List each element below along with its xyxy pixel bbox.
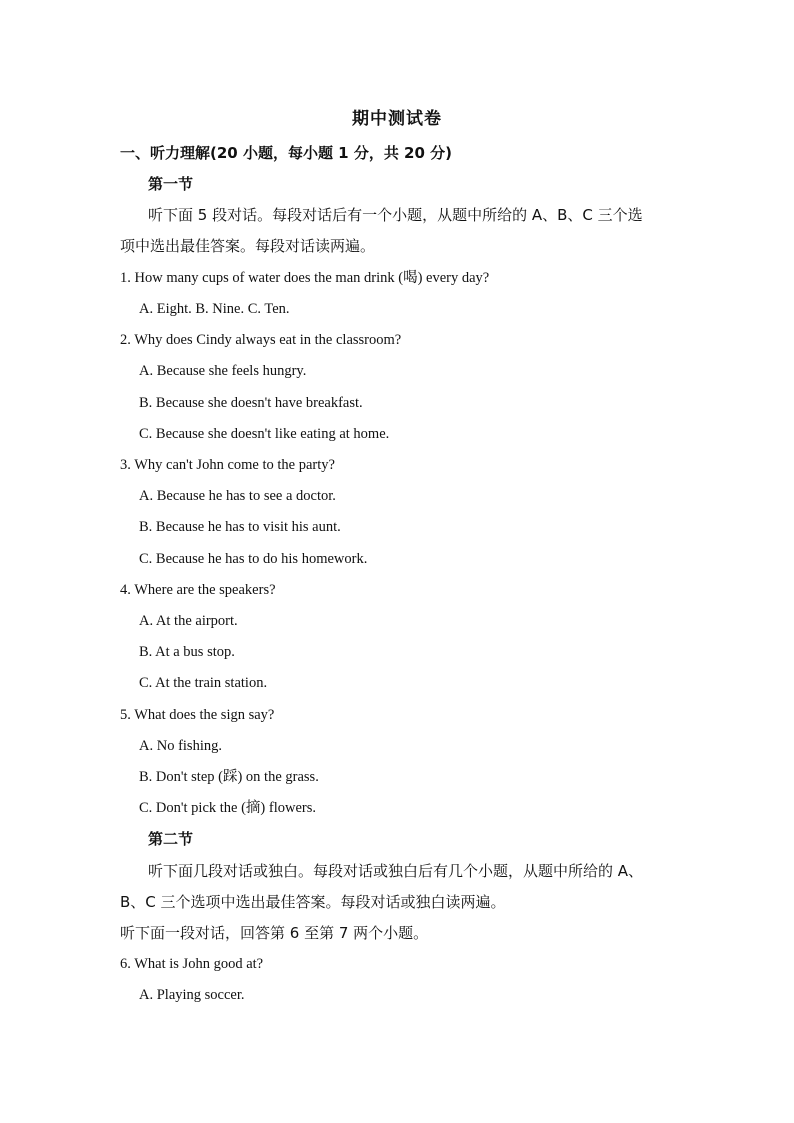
part2-instruction-line2: B、C 三个选项中选出最佳答案。每段对话或独白读两遍。 [120, 893, 506, 911]
part1-instruction-line2: 项中选出最佳答案。每段对话读两遍。 [120, 237, 376, 255]
question-1: 1. How many cups of water does the man drink (喝) every day? [120, 270, 490, 286]
part1-label: 第一节 [148, 175, 194, 193]
question-3-option-c: C. Because he has to do his homework. [139, 551, 368, 567]
part2-instruction-line1: 听下面几段对话或独白。每段对话或独白后有几个小题，从题中所给的 A、 [148, 862, 644, 880]
page-title: 期中测试卷 [352, 109, 442, 129]
question-2-option-b: B. Because she doesn't have breakfast. [139, 395, 363, 411]
question-2: 2. Why does Cindy always eat in the classroom? [120, 332, 402, 348]
question-4-option-a: A. At the airport. [139, 613, 238, 629]
question-5-option-a: A. No fishing. [139, 738, 222, 754]
question-5: 5. What does the sign say? [120, 707, 275, 723]
part2-label: 第二节 [148, 830, 194, 848]
part1-instruction-line1: 听下面 5 段对话。每段对话后有一个小题，从题中所给的 A、B、C 三个选 [148, 206, 643, 224]
question-4-option-b: B. At a bus stop. [139, 644, 235, 660]
question-2-option-c: C. Because she doesn't like eating at home. [139, 426, 390, 442]
part2-sub-instruction: 听下面一段对话，回答第 6 至第 7 两个小题。 [120, 924, 429, 942]
question-3-option-a: A. Because he has to see a doctor. [139, 488, 336, 504]
question-2-option-a: A. Because she feels hungry. [139, 363, 307, 379]
question-4-option-c: C. At the train station. [139, 675, 268, 691]
question-5-option-b: B. Don't step (踩) on the grass. [139, 769, 319, 785]
question-3-option-b: B. Because he has to visit his aunt. [139, 519, 341, 535]
question-3: 3. Why can't John come to the party? [120, 457, 335, 473]
question-6-option-a: A. Playing soccer. [139, 987, 245, 1003]
question-4: 4. Where are the speakers? [120, 582, 276, 598]
question-1-options: A. Eight. B. Nine. C. Ten. [139, 301, 290, 317]
question-6: 6. What is John good at? [120, 956, 264, 972]
question-5-option-c: C. Don't pick the (摘) flowers. [139, 800, 316, 816]
section-heading: 一、听力理解(20 小题，每小题 1 分，共 20 分) [120, 144, 453, 162]
